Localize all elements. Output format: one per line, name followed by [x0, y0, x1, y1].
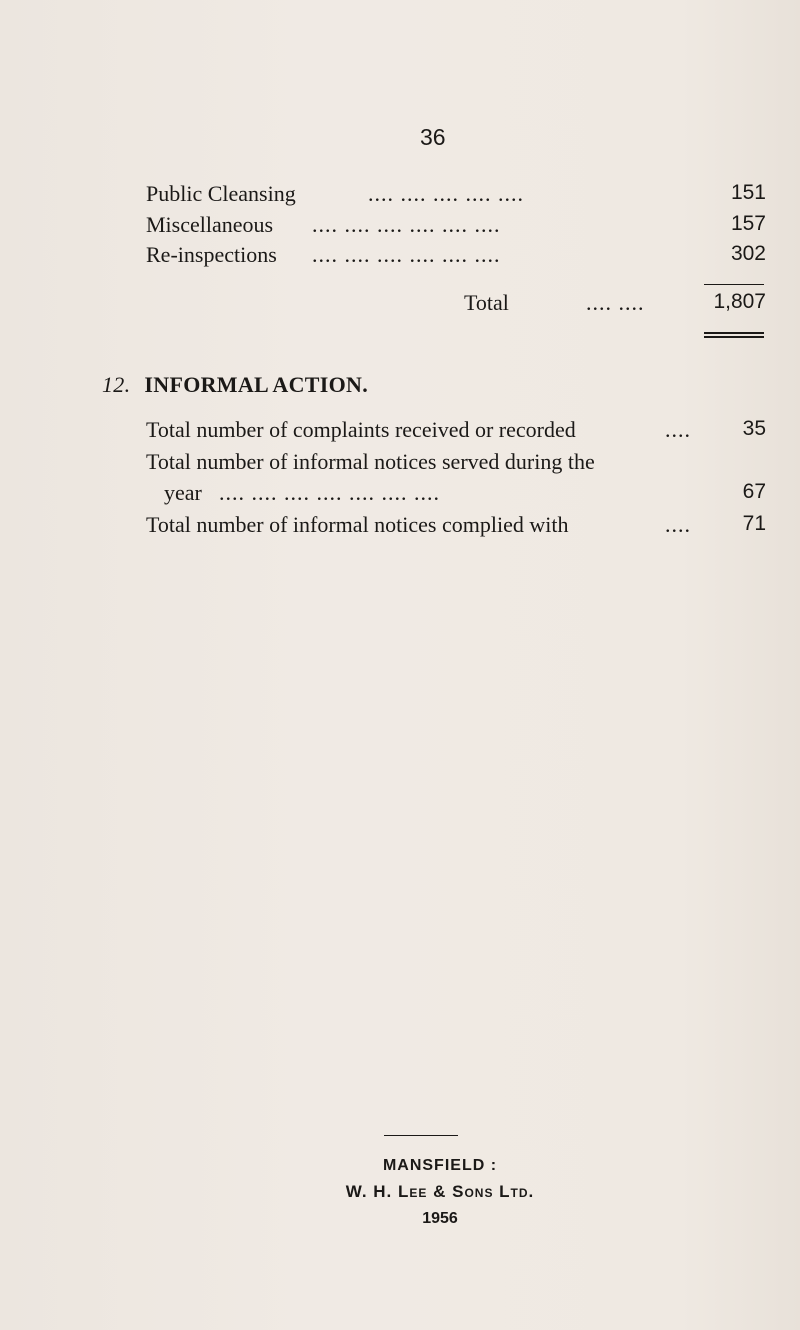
row-value: 35 — [742, 417, 766, 440]
summary-row-miscellaneous — [146, 212, 766, 242]
section-number: 12. — [102, 372, 131, 397]
action-row-notices-complied — [146, 512, 766, 542]
imprint-place: MANSFIELD : — [382, 1157, 498, 1174]
section-title: INFORMAL ACTION. — [144, 372, 369, 397]
leader-dots: .... .... .... .... .... .... — [312, 242, 501, 267]
row-label: Total number of complaints received or recorded — [146, 417, 576, 442]
row-value: 302 — [730, 242, 766, 265]
action-row-notices-served-line2 — [146, 480, 766, 510]
summary-row-re-inspections — [146, 242, 766, 272]
row-label: Miscellaneous — [146, 212, 274, 237]
row-label: Public Cleansing — [146, 181, 296, 206]
leader-dots: .... — [665, 417, 691, 442]
row-label: Total number of informal notices served during the — [146, 449, 595, 474]
summary-row-public-cleansing — [146, 181, 766, 211]
total-double-rule-bottom — [704, 336, 764, 338]
page-number: 36 — [420, 124, 446, 150]
total-double-rule-top — [704, 332, 764, 334]
row-value: 157 — [730, 212, 766, 235]
subtotal-rule — [704, 284, 764, 285]
total-label: Total — [464, 290, 509, 315]
leader-dots: .... — [665, 512, 691, 537]
imprint-printer: W. H. Lee & Sons Ltd. — [345, 1182, 535, 1201]
total-value: 1,807 — [713, 290, 766, 313]
section-heading — [102, 372, 368, 398]
leader-dots: .... .... .... .... .... — [368, 181, 524, 206]
total-row — [146, 290, 766, 320]
imprint-rule — [384, 1135, 458, 1136]
row-value: 71 — [742, 512, 766, 535]
imprint-year: 1956 — [422, 1210, 458, 1227]
leader-dots: .... .... — [586, 290, 645, 315]
action-row-complaints — [146, 417, 766, 447]
leader-dots: .... .... .... .... .... .... — [312, 212, 501, 237]
row-value: 67 — [742, 480, 766, 503]
leader-dots: .... .... .... .... .... .... .... — [219, 480, 440, 505]
row-value: 151 — [730, 181, 766, 204]
action-row-notices-served-line1 — [146, 449, 766, 479]
row-label: Re-inspections — [146, 242, 277, 267]
row-label: year — [164, 480, 202, 505]
row-label: Total number of informal notices complied with — [146, 512, 569, 537]
